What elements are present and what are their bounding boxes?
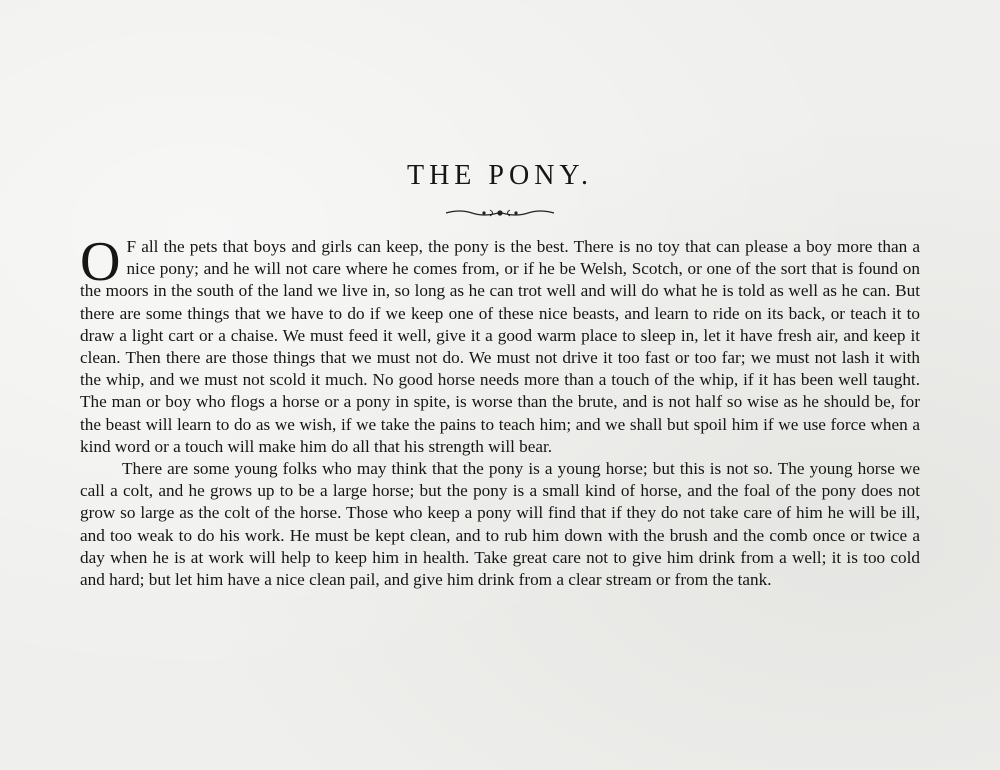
paragraph-2: There are some young folks who may think that the pony is a young horse; but this is not so. The young horse we call a colt, and he grows up to be a large horse; but the pony is a small kind of horse, and the foal of the pony does not grow so large as the colt of the horse. Those who keep a pony will find that if they do not take care of him he will be ill, and too weak to do his work. He must be kept clean, and to rub him down with the brush and the comb once or twice a day when he is at work will help to keep him in health. Take great care not to give him drink from a well; it is too cold and hard; but let him have a nice clean pail, and give him drink from a clear stream or from the tank. xyxy=(80,459,920,590)
ornament-divider-icon xyxy=(440,206,560,220)
paragraph-1: OF all the pets that boys and girls can keep, the pony is the best. There is no toy that can please a boy more than a nice pony; and he will not care where he comes from, or if he be Welsh, Scotch, or one of the sort that is found on the moors in the south of the land we live in, so long as he can trot well and will do what he is told as well as he can. But there are some things that we have to do if we keep one of these nice beasts, and learn to ride on its back, or teach it to draw a light cart or a chaise. We must feed it well, give it a good warm place to sleep in, let it have fresh air, and keep it clean. Then there are those things that we must not do. We must not drive it too fast or too far; we must not lash it with the whip, and we must not scold it much. No good horse needs more than a touch of the whip, if it has been well taught. The man or boy who flogs a horse or a pony in spite, is worse than the brute, and is not half so wise as he should be, for the beast will learn to do as we wish, if we take the pains to teach him; and we shall but spoil him if we use force when a kind word or a touch will make him do all that his strength will bear. xyxy=(80,231,920,456)
body-text xyxy=(80,231,920,591)
page-title: THE PONY. xyxy=(406,160,594,191)
